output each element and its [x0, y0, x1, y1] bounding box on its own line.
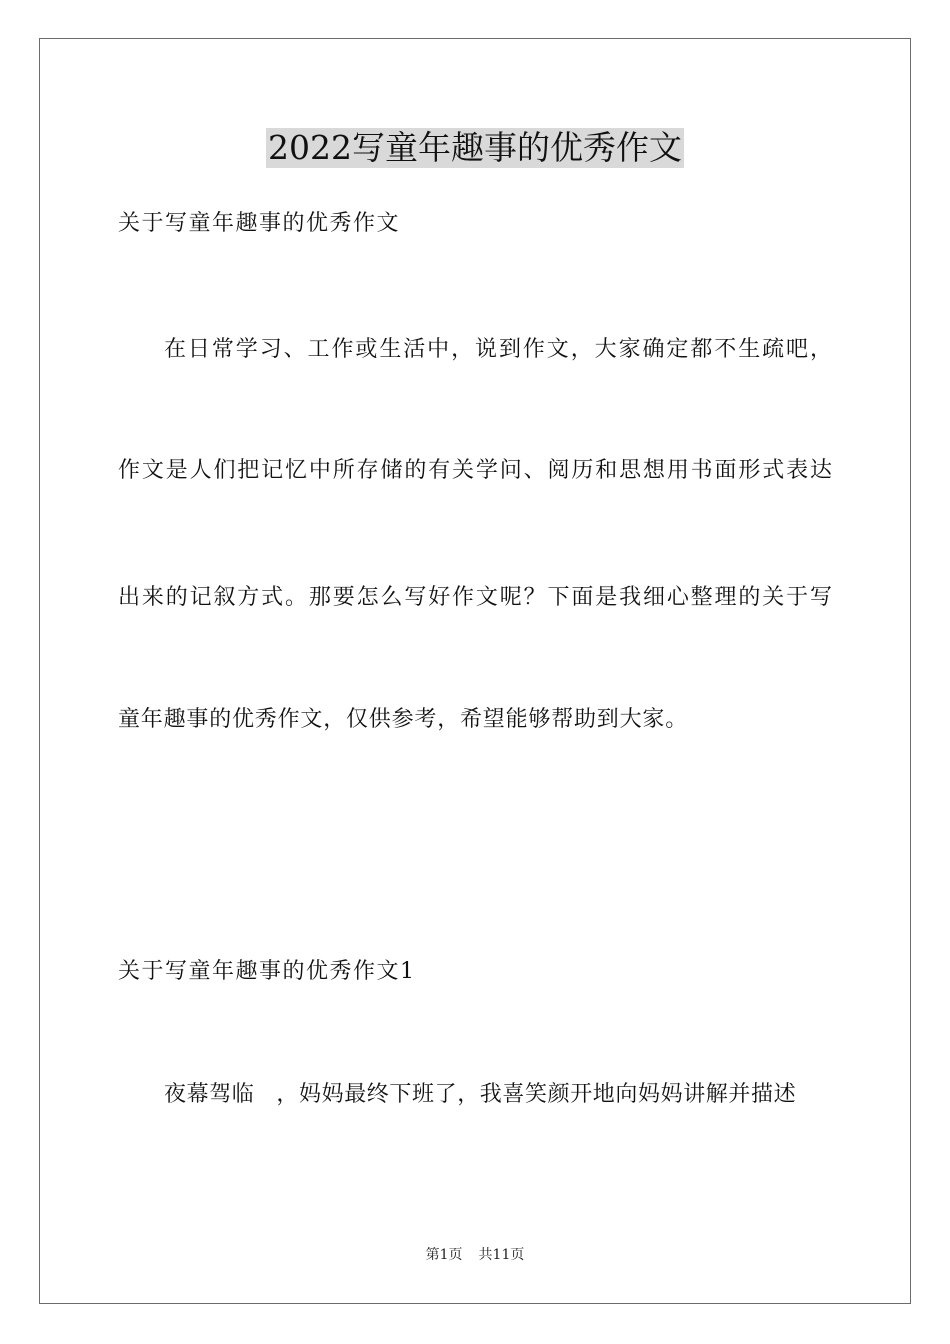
paragraph-line-1: 在日常学习、工作或生活中，说到作文，大家确定都不生疏吧，	[164, 337, 832, 362]
section-heading: 关于写童年趣事的优秀作文	[118, 211, 401, 236]
section-heading-1: 关于写童年趣事的优秀作文1	[118, 959, 416, 984]
page-total: 共11页	[478, 1247, 525, 1263]
paragraph-line-5-part2: ，妈妈最终下班了，我喜笑颜开地向妈妈讲解并描述	[276, 1082, 797, 1107]
page-number: 第1页	[425, 1247, 463, 1263]
paragraph-line-2: 作文是人们把记忆中所存储的有关学问、阅历和思想用书面形式表达	[118, 458, 832, 483]
document-title: 2022写童年趣事的优秀作文	[268, 128, 682, 167]
paragraph-line-5	[164, 1080, 796, 1110]
title-container	[0, 128, 950, 168]
page-footer	[0, 1245, 950, 1265]
paragraph-line-4: 童年趣事的优秀作文，仅供参考，希望能够帮助到大家。	[118, 707, 689, 732]
paragraph-line-3: 出来的记叙方式。那要怎么写好作文呢？下面是我细心整理的关于写	[118, 585, 832, 610]
paragraph-line-5-part1: 夜幕驾临	[164, 1082, 255, 1107]
